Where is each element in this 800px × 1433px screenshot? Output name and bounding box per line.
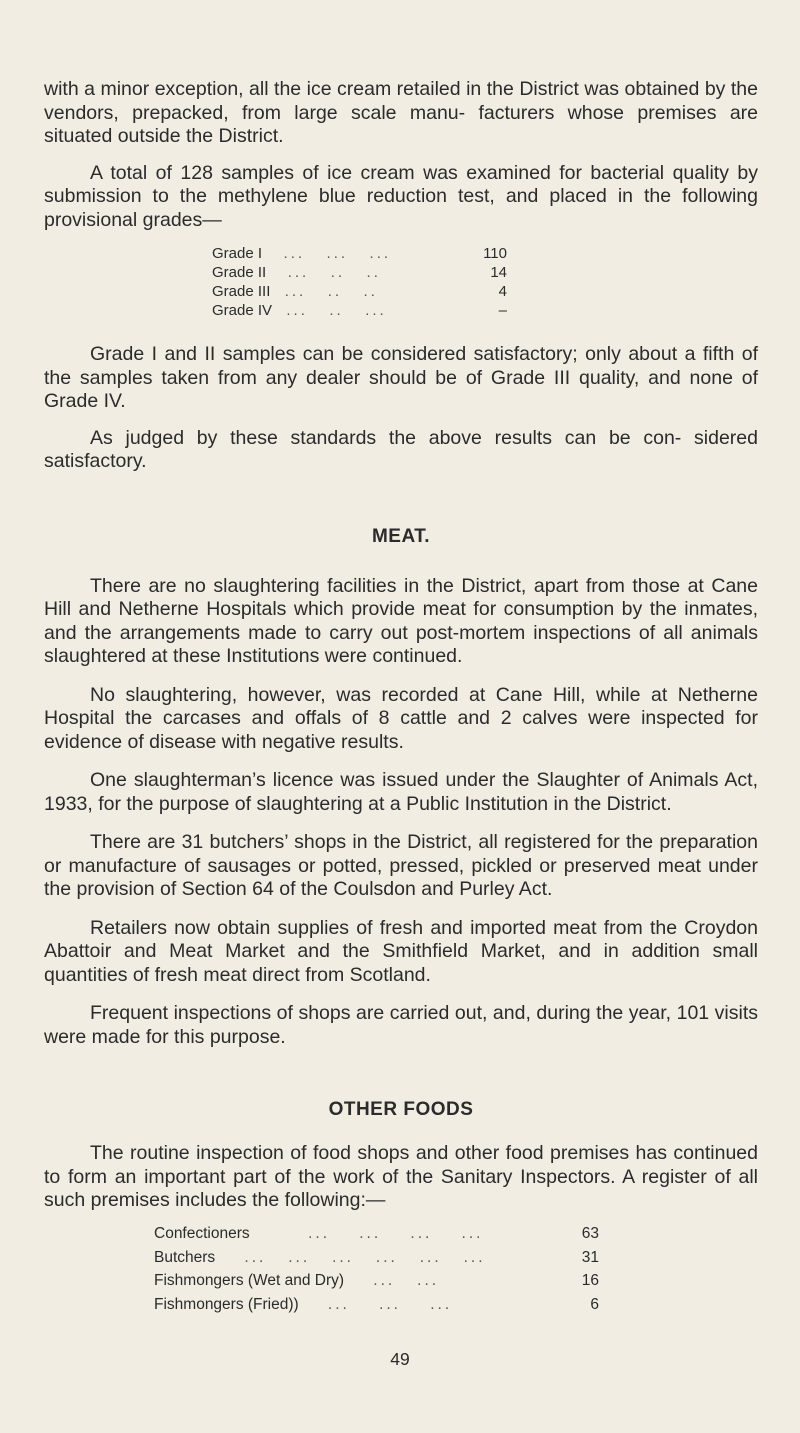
grade-label: Grade II ... .. .. <box>212 264 381 281</box>
meat-paragraph: No slaughtering, however, was recorded at Cane Hill, while at Netherne Hospital the carcases and offals of 8 cattle and 2 calves were inspected for evidence of disease with negative results. <box>44 683 758 753</box>
grade-value: 14 <box>490 264 507 281</box>
grade-value: 4 <box>498 283 507 300</box>
meat-heading: MEAT. <box>371 525 431 547</box>
register-row <box>154 1246 599 1270</box>
register-label: Fishmongers (Fried)) ... ... ... <box>154 1295 453 1313</box>
grade-label: Grade IV ... .. ... <box>212 302 387 319</box>
ice-cream-satisfactory-paragraph: Grade I and II samples can be considered satisfactory; only about a fifth of the samples taken from any dealer should be of Grade III quality, and none of Grade IV. <box>44 343 758 412</box>
page-number: 49 <box>390 1349 410 1369</box>
grades-table <box>212 244 507 320</box>
grade-row <box>212 263 507 282</box>
register-label: Confectioners ... ... ... ... <box>154 1225 484 1243</box>
ice-cream-samples-paragraph: A total of 128 samples of ice cream was examined for bacterial quality by submission to the methylene blue reduction test, and placed in the following provisional grades— <box>44 161 758 231</box>
meat-paragraph: One slaughterman’s licence was issued under the Slaughter of Animals Act, 1933, for the purpose of slaughtering at a Public Institution in the District. <box>44 769 758 815</box>
register-row <box>154 1270 599 1294</box>
other-foods-paragraph: The routine inspection of food shops and other food premises has continued to form an important part of the work of the Sanitary Inspectors. A register of all such premises includes the following:— <box>44 1142 758 1211</box>
grade-row <box>212 282 507 301</box>
grade-row <box>212 244 507 263</box>
meat-paragraph: Retailers now obtain supplies of fresh and imported meat from the Croydon Abattoir and Meat Market and the Smithfield Market, and in addition small quantities of fresh meat direct from Scotland. <box>44 916 758 986</box>
register-value: 63 <box>581 1225 599 1243</box>
grade-label: Grade I ... ... ... <box>212 245 392 262</box>
register-value: 6 <box>590 1295 599 1313</box>
grade-value: 110 <box>483 245 507 262</box>
ice-cream-judged-paragraph: As judged by these standards the above results can be con- sidered satisfactory. <box>44 426 758 472</box>
ice-cream-intro-paragraph: with a minor exception, all the ice cream retailed in the District was obtained by the vendors, prepacked, from large scale manu- facturers whose premises are situated outside the District. <box>44 78 758 147</box>
register-row <box>154 1223 599 1247</box>
document-page <box>44 78 758 1317</box>
meat-paragraph: There are no slaughtering facilities in the District, apart from those at Cane Hill and Netherne Hospitals which provide meat for consumption by the inmates, and the arrangements made to carry out post-mortem inspections of all animals slaughtered at these Institutions were continued. <box>44 574 758 667</box>
grade-value: – <box>498 302 507 319</box>
premises-register-table <box>154 1223 599 1317</box>
meat-paragraph: Frequent inspections of shops are carried out, and, during the year, 101 visits were made for this purpose. <box>44 1002 758 1048</box>
register-label: Butchers ... ... ... ... ... ... <box>154 1248 486 1266</box>
register-row <box>154 1293 599 1317</box>
register-value: 31 <box>581 1248 599 1266</box>
other-foods-heading: OTHER FOODS <box>328 1099 474 1120</box>
grade-label: Grade III ... .. .. <box>212 283 378 300</box>
register-label: Fishmongers (Wet and Dry) ... ... <box>154 1272 440 1290</box>
meat-paragraph: There are 31 butchers’ shops in the District, all registered for the preparation or manufacture of sausages or potted, pressed, pickled or preserved meat under the provision of Section 64 of the Coulsdon and Purley Act. <box>44 831 758 900</box>
register-value: 16 <box>581 1272 599 1290</box>
grade-row <box>212 301 507 320</box>
